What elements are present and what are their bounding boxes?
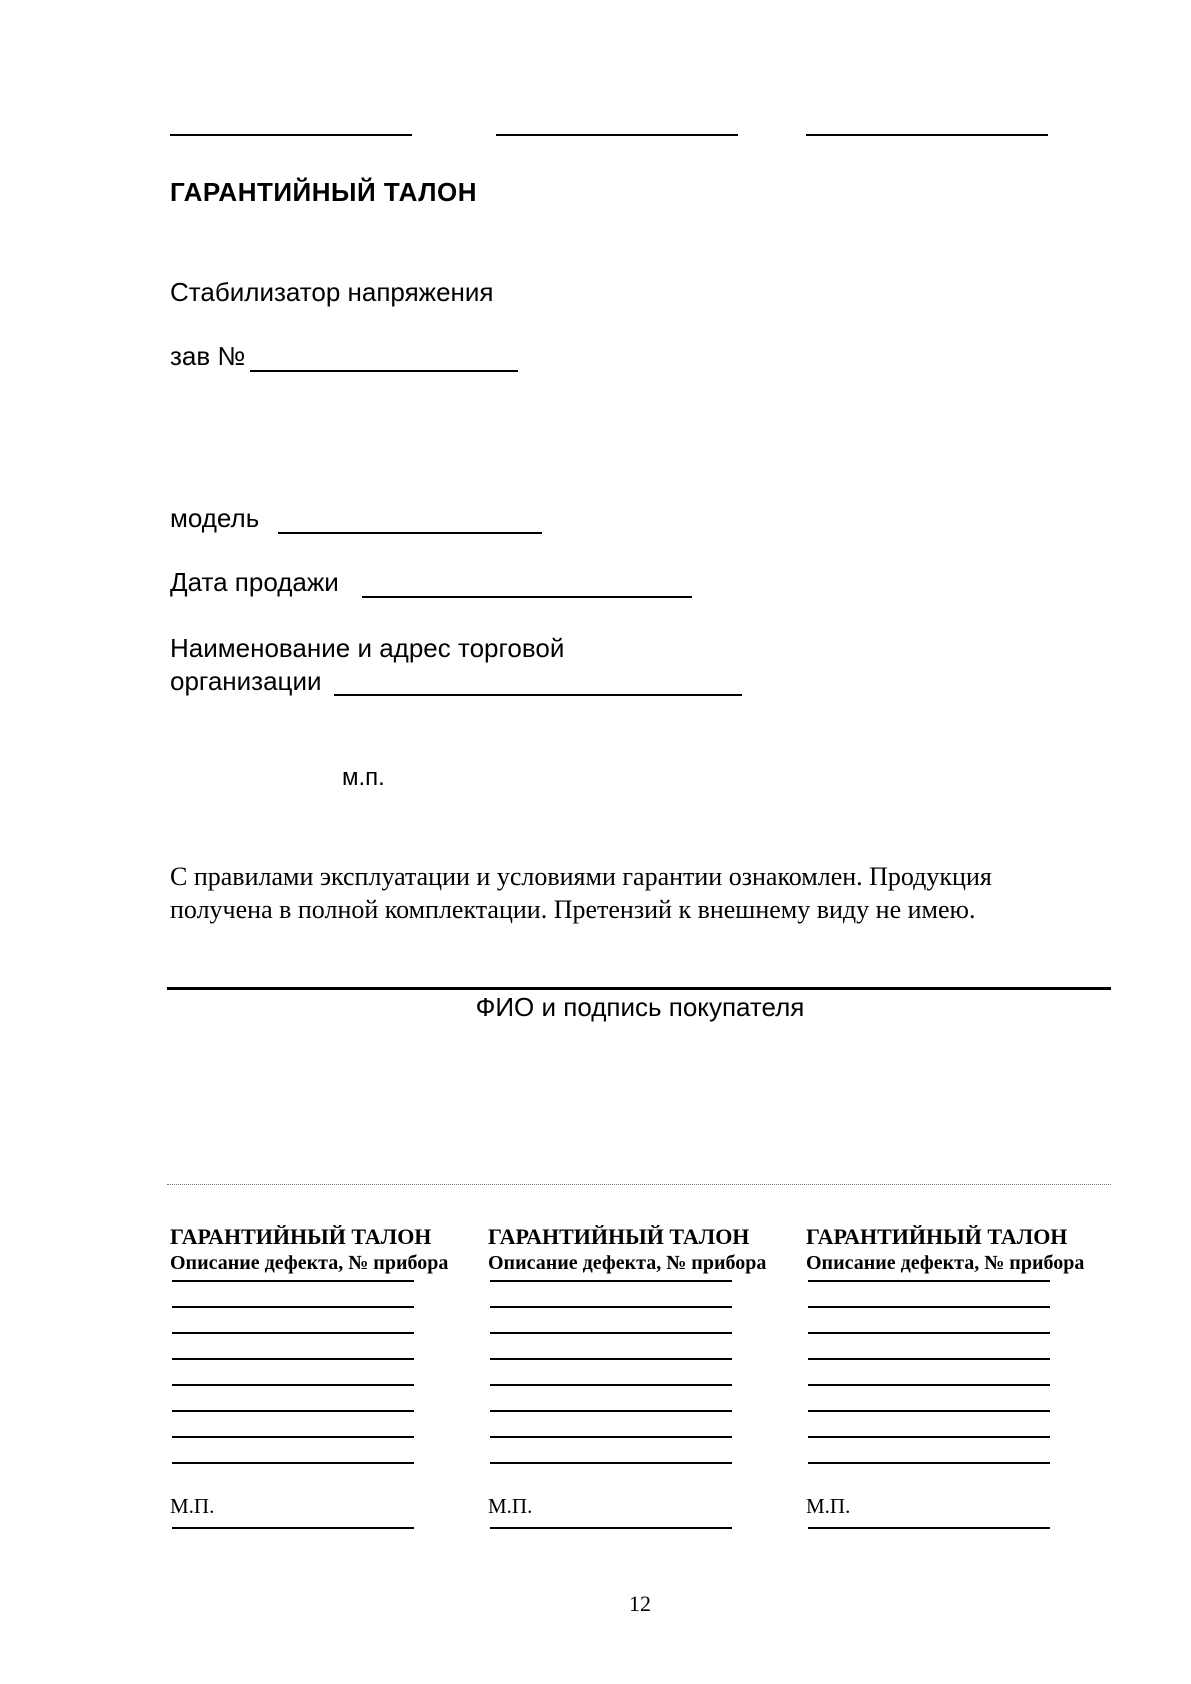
defect-line[interactable] — [172, 1332, 414, 1334]
coupon-defect-lines[interactable] — [806, 1280, 1116, 1464]
signature-line[interactable] — [167, 987, 1111, 990]
acknowledgement-line-1: С правилами эксплуатации и условиями гарантии ознакомлен. Продукция — [170, 862, 992, 891]
seller-label-line2: организации — [170, 666, 322, 696]
signature-caption: ФИО и подпись покупателя — [475, 992, 805, 1022]
cut-line — [167, 1184, 1111, 1185]
defect-line[interactable] — [490, 1280, 732, 1282]
coupon-subtitle: Описание дефекта, № прибора — [488, 1252, 767, 1274]
coupon-subtitle: Описание дефекта, № прибора — [806, 1252, 1085, 1274]
defect-line[interactable] — [490, 1384, 732, 1386]
defect-line[interactable] — [808, 1384, 1050, 1386]
defect-line[interactable] — [490, 1332, 732, 1334]
product-name: Стабилизатор напряжения — [170, 277, 494, 307]
page-number: 12 — [629, 1591, 651, 1616]
top-line-right — [806, 134, 1048, 136]
defect-line[interactable] — [490, 1436, 732, 1438]
coupon-title: ГАРАНТИЙНЫЙ ТАЛОН — [806, 1224, 1068, 1249]
coupon-stamp-line[interactable] — [490, 1527, 732, 1529]
defect-line[interactable] — [808, 1462, 1050, 1464]
coupon-defect-lines[interactable] — [488, 1280, 798, 1464]
defect-line[interactable] — [172, 1384, 414, 1386]
coupon-defect-lines[interactable] — [170, 1280, 480, 1464]
sale-date-field[interactable] — [362, 596, 692, 598]
serial-label: зав № — [170, 341, 246, 371]
coupon-2 — [488, 1224, 798, 1529]
seller-field[interactable] — [334, 694, 742, 696]
model-label: модель — [170, 503, 260, 533]
defect-line[interactable] — [172, 1436, 414, 1438]
coupon-stamp-line[interactable] — [808, 1527, 1050, 1529]
top-line-left — [170, 134, 412, 136]
defect-line[interactable] — [808, 1358, 1050, 1360]
coupon-title: ГАРАНТИЙНЫЙ ТАЛОН — [488, 1224, 750, 1249]
acknowledgement-text — [170, 860, 1090, 926]
coupon-stamp-label: М.П. — [170, 1494, 215, 1518]
page-title: ГАРАНТИЙНЫЙ ТАЛОН — [170, 177, 477, 207]
defect-line[interactable] — [808, 1306, 1050, 1308]
sale-date-label: Дата продажи — [170, 567, 339, 597]
defect-line[interactable] — [172, 1410, 414, 1412]
acknowledgement-line-2: получена в полной комплектации. Претензий к внешнему виду не имею. — [170, 895, 976, 924]
defect-line[interactable] — [808, 1280, 1050, 1282]
defect-line[interactable] — [172, 1306, 414, 1308]
coupon-title: ГАРАНТИЙНЫЙ ТАЛОН — [170, 1224, 432, 1249]
coupon-stamp-label: М.П. — [488, 1494, 533, 1518]
defect-line[interactable] — [490, 1306, 732, 1308]
coupon-stamp-label: М.П. — [806, 1494, 851, 1518]
defect-line[interactable] — [172, 1280, 414, 1282]
defect-line[interactable] — [808, 1410, 1050, 1412]
coupon-1 — [170, 1224, 480, 1529]
defect-line[interactable] — [808, 1436, 1050, 1438]
top-line-center — [496, 134, 738, 136]
defect-line[interactable] — [808, 1332, 1050, 1334]
defect-line[interactable] — [172, 1462, 414, 1464]
coupon-subtitle: Описание дефекта, № прибора — [170, 1252, 449, 1274]
defect-line[interactable] — [490, 1358, 732, 1360]
coupon-stamp-line[interactable] — [172, 1527, 414, 1529]
defect-line[interactable] — [490, 1410, 732, 1412]
model-field[interactable] — [278, 532, 542, 534]
stamp-label: м.п. — [342, 764, 385, 791]
serial-field[interactable] — [250, 370, 518, 372]
defect-line[interactable] — [490, 1462, 732, 1464]
defect-line[interactable] — [172, 1358, 414, 1360]
seller-label-line1: Наименование и адрес торговой — [170, 633, 565, 663]
coupon-3 — [806, 1224, 1116, 1529]
